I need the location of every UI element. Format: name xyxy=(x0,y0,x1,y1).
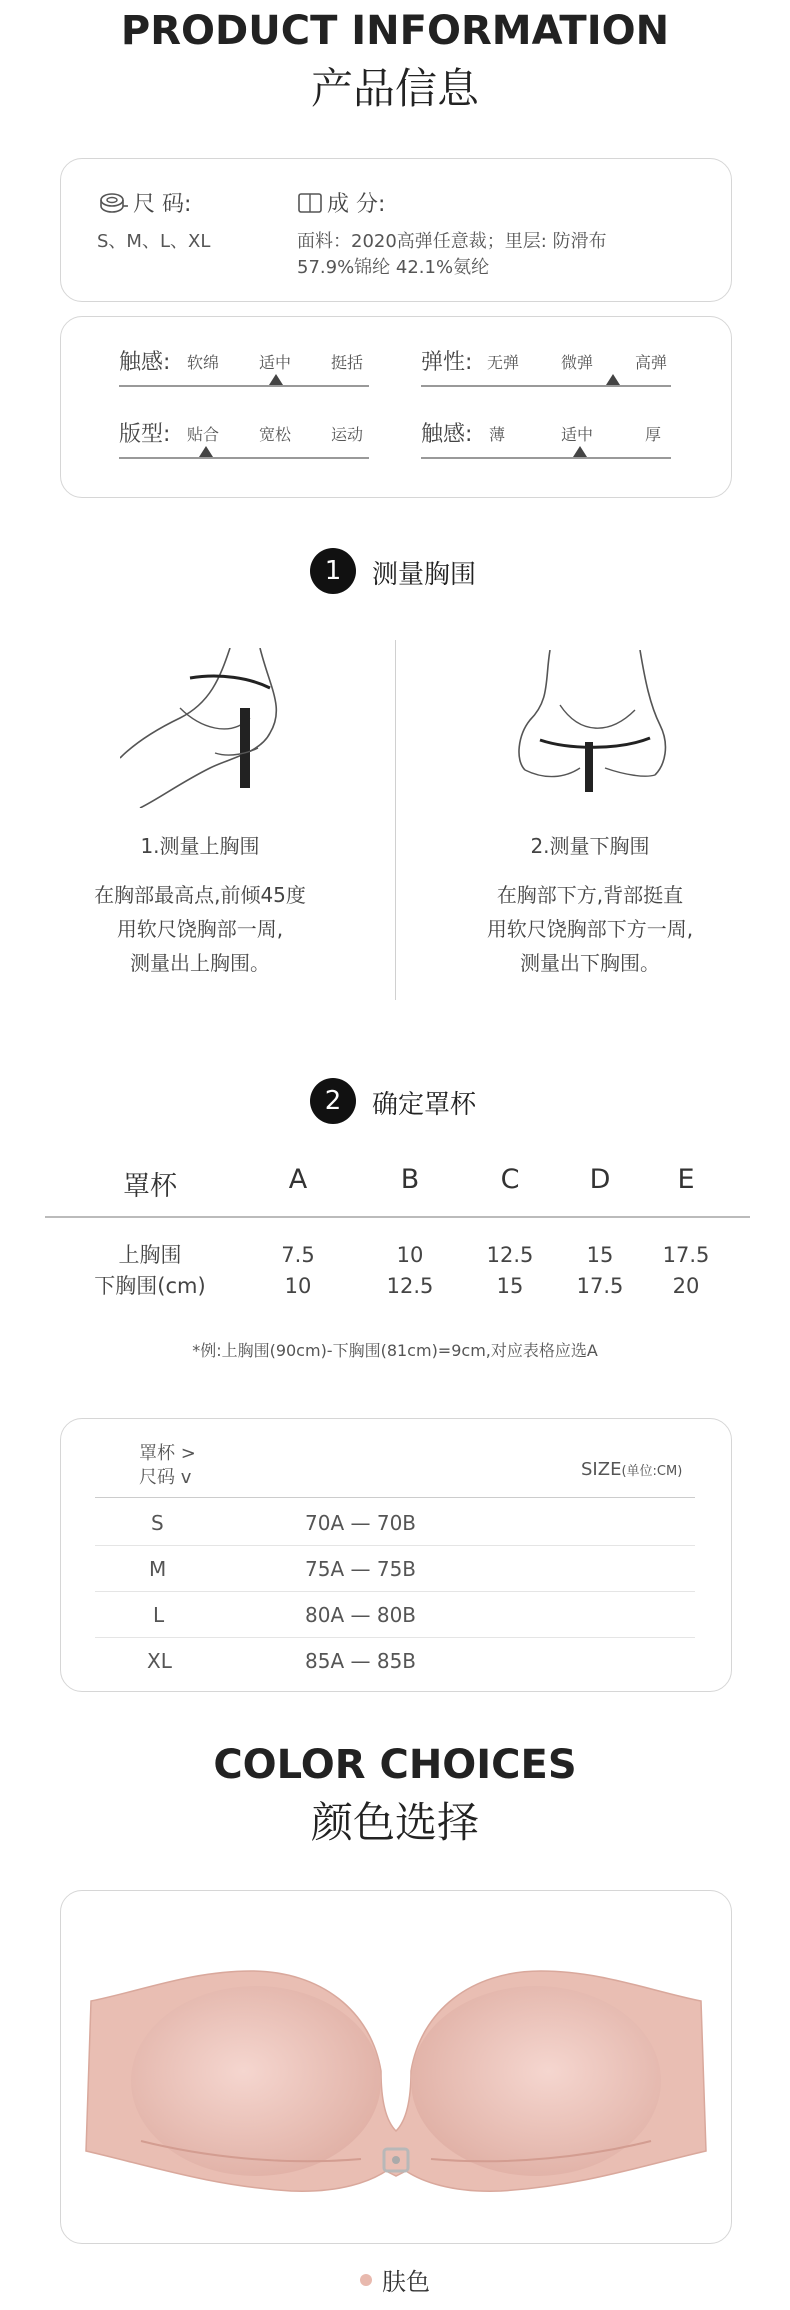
feature-option: 高弹 xyxy=(635,353,668,372)
composition-line-1: 面料：2020高弹任意裁；里层: 防滑布 xyxy=(297,231,607,252)
feature-label: 弹性: xyxy=(421,350,473,375)
feature-option: 宽松 xyxy=(259,425,292,444)
cup-col-e: E xyxy=(677,1164,695,1195)
desc-line: 用软尺饶胸部一周, xyxy=(116,917,284,941)
title-en: PRODUCT INFORMATION xyxy=(120,8,670,54)
feature-option: 厚 xyxy=(645,425,662,444)
cup-diff-e-max: 20 xyxy=(672,1274,700,1298)
cup-diff-a-max: 10 xyxy=(284,1274,312,1298)
cup-diff-d-max: 17.5 xyxy=(576,1274,624,1298)
size-row-size: XL xyxy=(147,1649,172,1673)
feature-touch xyxy=(119,345,369,395)
desc-line: 在胸部下方,背部挺直 xyxy=(496,883,684,907)
feature-thickness xyxy=(421,417,671,467)
desc-line: 在胸部最高点,前倾45度 xyxy=(94,883,306,907)
desc-line: 用软尺饶胸部下方一周, xyxy=(486,917,694,941)
scale-marker xyxy=(573,446,587,457)
section-2-title: 确定罩杯 xyxy=(372,1090,477,1120)
feature-option: 适中 xyxy=(561,425,594,444)
table-divider xyxy=(45,1216,750,1218)
features-card xyxy=(60,316,732,498)
scale-marker xyxy=(269,374,283,385)
feature-option: 软绵 xyxy=(187,353,220,372)
divider xyxy=(395,640,396,1000)
upper-bust-illustration xyxy=(120,648,290,808)
under-bust-illustration xyxy=(510,650,680,810)
cup-diff-b: 10 xyxy=(396,1243,424,1267)
desc-line: 测量出下胸围。 xyxy=(520,951,660,975)
section-1-number: 1 xyxy=(310,548,356,594)
cup-diff-d: 15 xyxy=(586,1243,614,1267)
composition-label: 成 分: xyxy=(327,192,386,217)
scale-line xyxy=(119,457,369,459)
example-note: *例:上胸围(90cm)-下胸围(81cm)=9cm,对应表格应选A xyxy=(192,1341,598,1360)
feature-option: 运动 xyxy=(331,425,364,444)
corner-label-bottom: 尺码 v xyxy=(139,1467,192,1488)
scale-line xyxy=(421,385,671,387)
swatch-row xyxy=(0,2262,790,2297)
cup-col-c: C xyxy=(500,1164,520,1195)
feature-label: 触感: xyxy=(421,422,473,447)
row-label-top: 上胸围 xyxy=(118,1243,182,1267)
cup-header: 罩杯 xyxy=(123,1171,177,1202)
feature-option: 微弹 xyxy=(561,353,594,372)
size-header-unit: (单位:CM) xyxy=(621,1464,683,1479)
swatch-dot[interactable] xyxy=(360,2274,372,2286)
feature-fit xyxy=(119,417,369,467)
section-2-number: 2 xyxy=(310,1078,356,1124)
tape-measure-icon xyxy=(99,191,129,215)
row-divider xyxy=(95,1591,695,1592)
size-row-size: M xyxy=(149,1557,167,1581)
section-1-title: 测量胸围 xyxy=(372,560,477,590)
scale-line xyxy=(119,385,369,387)
corner-label-top: 罩杯 > xyxy=(139,1443,196,1464)
product-image-card xyxy=(60,1890,732,2244)
feature-label: 版型: xyxy=(119,422,171,447)
desc-line: 测量出上胸围。 xyxy=(130,951,270,975)
feature-option: 适中 xyxy=(259,353,292,372)
row-divider xyxy=(95,1637,695,1638)
cup-diff-c: 12.5 xyxy=(486,1243,534,1267)
cup-col-a: A xyxy=(288,1164,308,1195)
size-row-range: 85A — 85B xyxy=(305,1649,417,1673)
colors-title-en: COLOR CHOICES xyxy=(213,1742,577,1788)
cup-col-d: D xyxy=(589,1164,611,1195)
cup-diff-a: 7.5 xyxy=(281,1243,315,1267)
under-bust-caption: 2.测量下胸围 xyxy=(530,834,650,858)
feature-label: 触感: xyxy=(119,350,171,375)
size-value: S、M、L、XL xyxy=(97,231,211,252)
scale-line xyxy=(421,457,671,459)
title-cn: 产品信息 xyxy=(310,64,479,113)
feature-option: 薄 xyxy=(489,425,506,444)
size-header xyxy=(581,1459,682,1480)
scale-marker xyxy=(199,446,213,457)
size-row-size: S xyxy=(151,1511,164,1535)
cup-diff-c-max: 15 xyxy=(496,1274,524,1298)
colors-title-cn: 颜色选择 xyxy=(310,1798,479,1847)
swatch-name[interactable]: 肤色 xyxy=(382,2268,430,2296)
header-divider xyxy=(95,1497,695,1498)
book-icon xyxy=(297,191,323,215)
size-header-label: SIZE xyxy=(581,1459,622,1480)
feature-option: 挺括 xyxy=(331,353,364,372)
size-row-size: L xyxy=(153,1603,165,1627)
row-divider xyxy=(95,1545,695,1546)
cup-diff-e: 17.5 xyxy=(662,1243,710,1267)
size-row-range: 80A — 80B xyxy=(305,1603,417,1627)
upper-bust-desc xyxy=(40,878,360,980)
under-bust-desc xyxy=(430,878,750,980)
feature-option: 无弹 xyxy=(487,353,520,372)
size-row-range: 70A — 70B xyxy=(305,1511,417,1535)
feature-option: 贴合 xyxy=(187,425,220,444)
size-table-card xyxy=(60,1418,732,1692)
feature-elasticity xyxy=(421,345,671,395)
cup-diff-b-max: 12.5 xyxy=(386,1274,434,1298)
scale-marker xyxy=(606,374,620,385)
composition-line-2: 57.9%锦纶 42.1%氨纶 xyxy=(297,257,490,278)
row-label-bottom: 下胸围(cm) xyxy=(94,1274,206,1298)
bra-product-image xyxy=(81,1931,711,2211)
info-card xyxy=(60,158,732,302)
upper-bust-caption: 1.测量上胸围 xyxy=(140,834,260,858)
size-row-range: 75A — 75B xyxy=(305,1557,417,1581)
cup-col-b: B xyxy=(400,1164,420,1195)
size-label: 尺 码: xyxy=(133,192,192,217)
